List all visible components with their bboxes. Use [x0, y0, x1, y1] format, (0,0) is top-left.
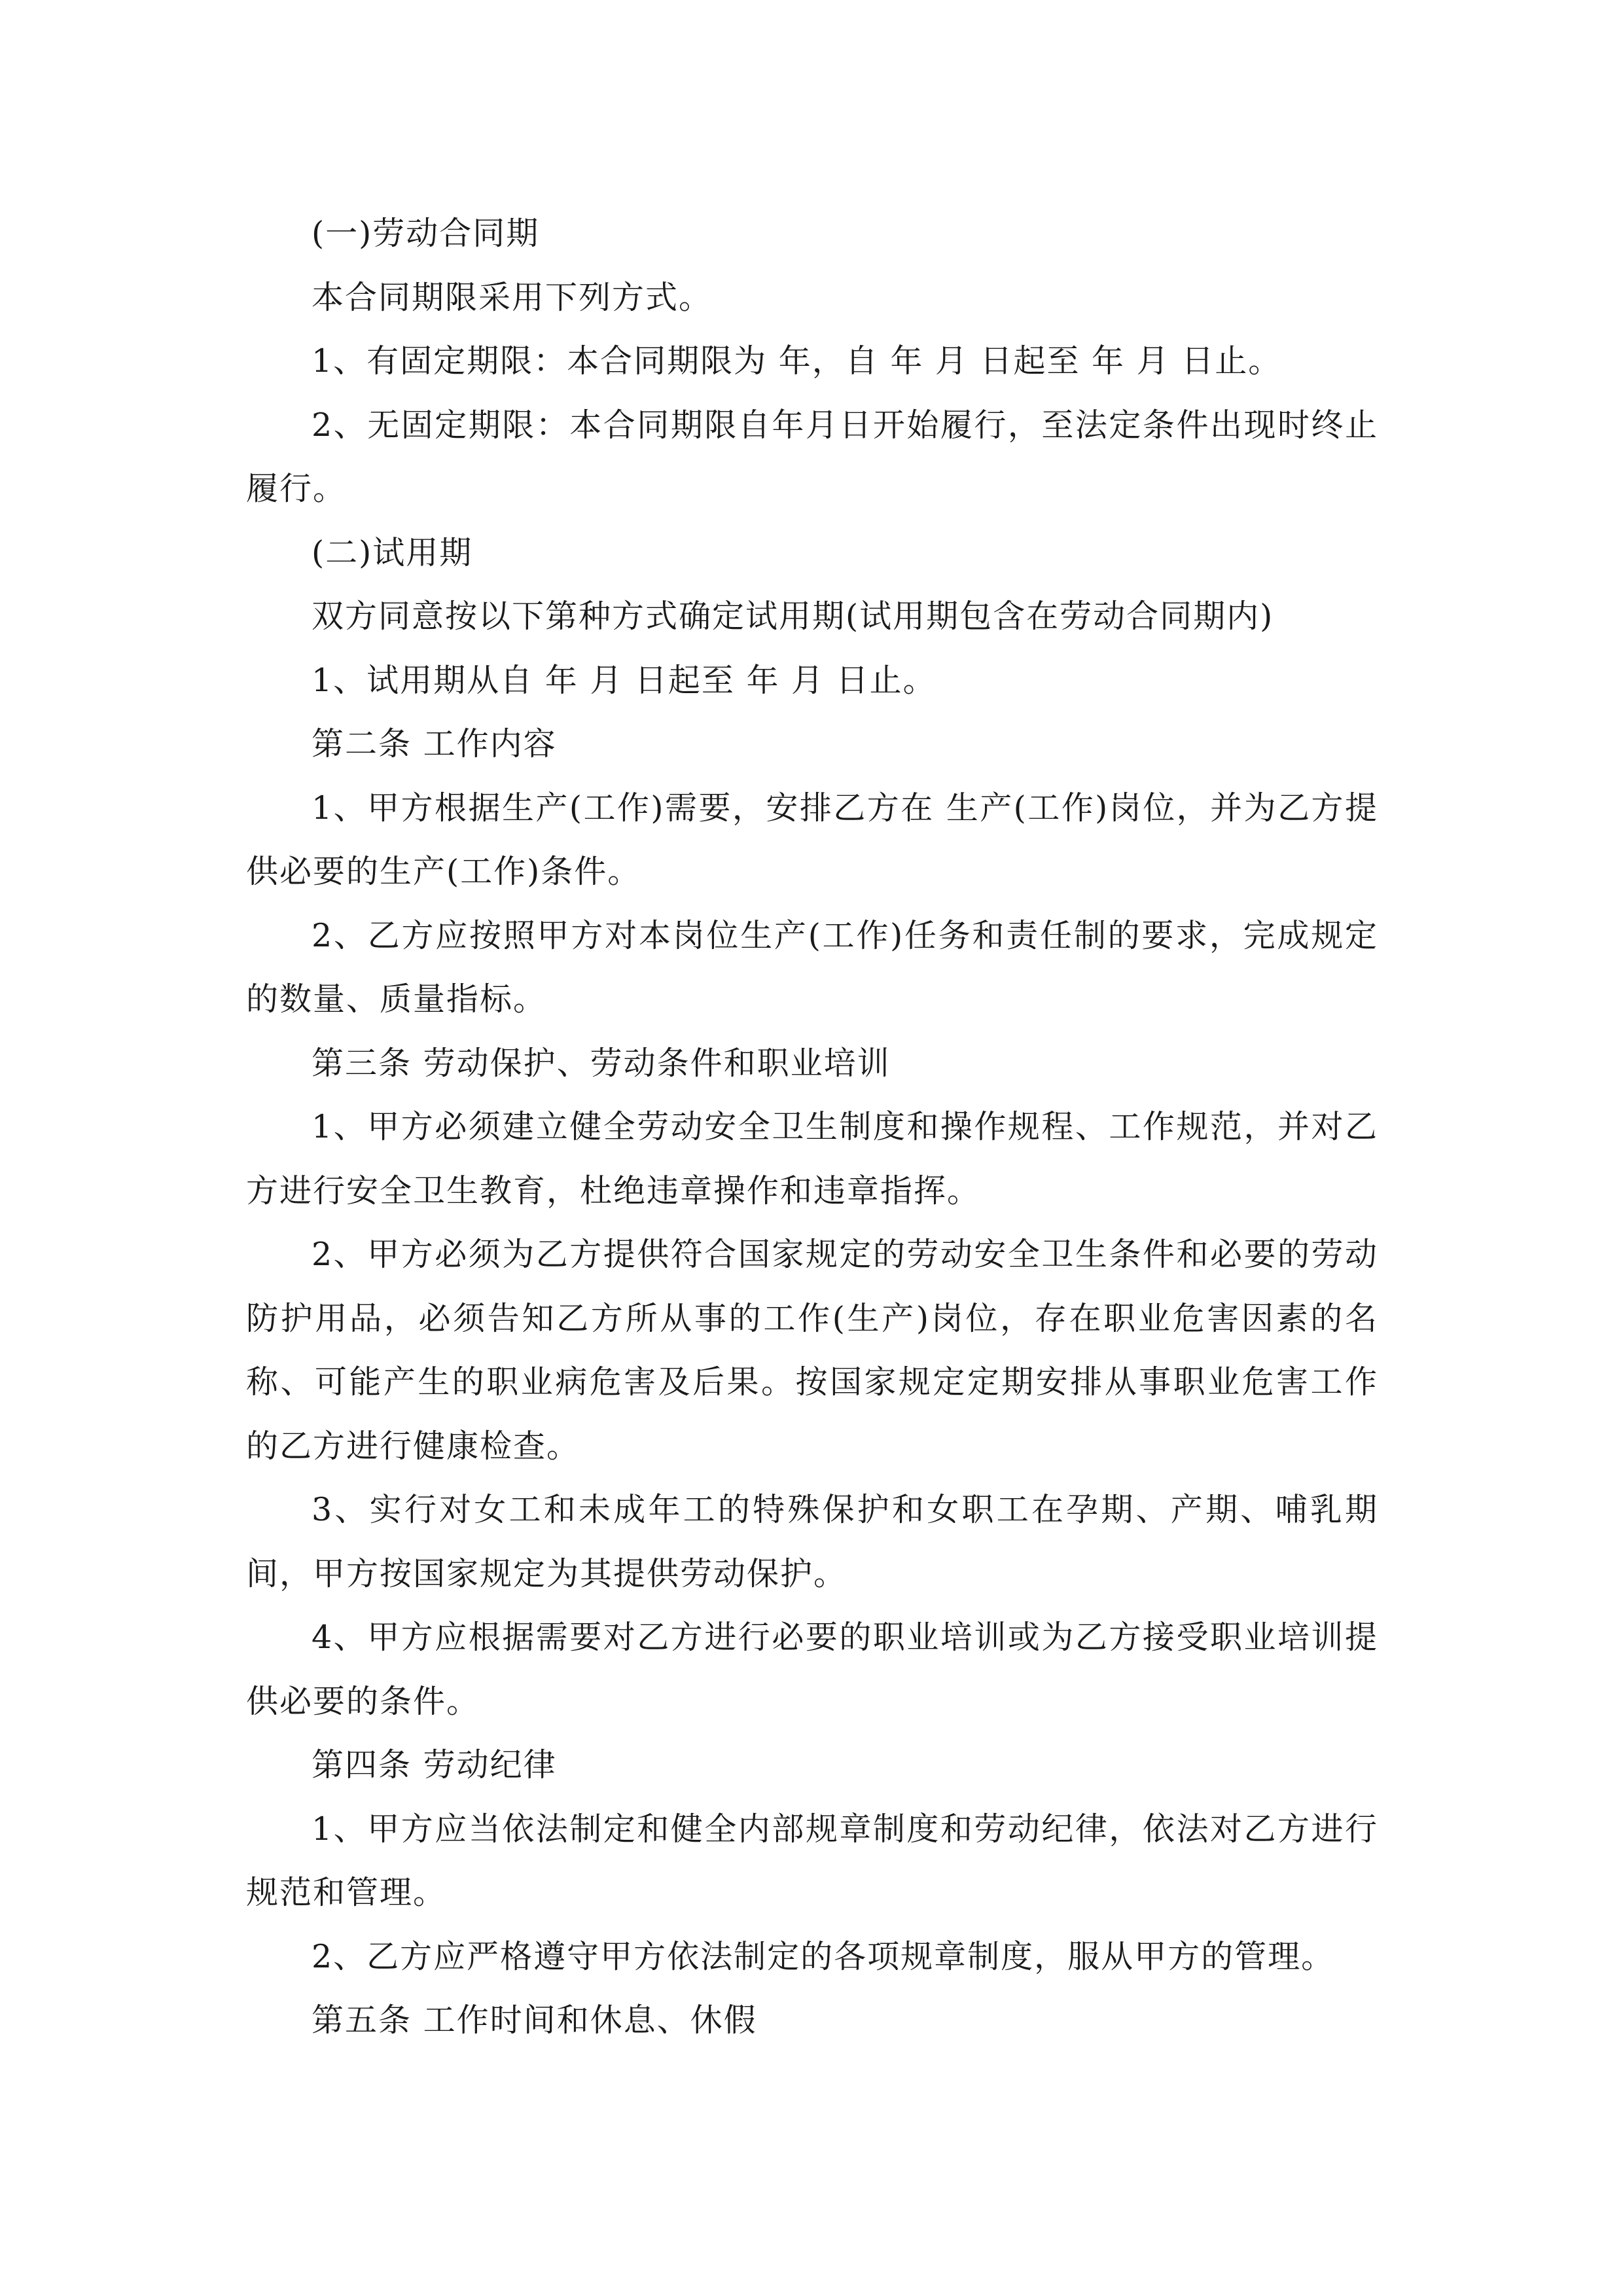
article-3-item-4: 4、甲方应根据需要对乙方进行必要的职业培训或为乙方接受职业培训提供必要的条件。: [246, 1619, 1378, 1720]
article-3-heading: 第三条 劳动保护、劳动条件和职业培训: [312, 1044, 891, 1082]
article-2-item-2: 2、乙方应按照甲方对本岗位生产(工作)任务和责任制的要求，完成规定的数量、质量指标。: [246, 916, 1378, 1018]
paragraph-term-intro: 本合同期限采用下列方式。: [312, 278, 713, 316]
contract-body: [246, 202, 1378, 2053]
paragraph-probation-intro: 双方同意按以下第种方式确定试用期(试用期包含在劳动合同期内): [312, 598, 1274, 635]
article-4-heading: 第四条 劳动纪律: [312, 1746, 557, 1784]
sub-heading-contract-term: (一)劳动合同期: [312, 215, 540, 252]
article-5-heading: 第五条 工作时间和休息、休假: [312, 2001, 757, 2039]
article-4-item-1: 1、甲方应当依法制定和健全内部规章制度和劳动纪律，依法对乙方进行规范和管理。: [246, 1810, 1378, 1911]
article-2-item-1: 1、甲方根据生产(工作)需要，安排乙方在 生产(工作)岗位，并为乙方提供必要的生产(工作)条件。: [246, 789, 1378, 890]
paragraph-fixed-term: 1、有固定期限：本合同期限为 年，自 年 月 日起至 年 月 日止。: [312, 342, 1282, 380]
article-3-item-1: 1、甲方必须建立健全劳动安全卫生制度和操作规程、工作规范，并对乙方进行安全卫生教育，杜绝违章操作和违章指挥。: [246, 1108, 1378, 1210]
paragraph-probation-term: 1、试用期从自 年 月 日起至 年 月 日止。: [312, 661, 936, 699]
article-2-heading: 第二条 工作内容: [312, 725, 557, 762]
article-3-item-3: 3、实行对女工和未成年工的特殊保护和女职工在孕期、产期、哺乳期间，甲方按国家规定为其提供劳动保护。: [246, 1491, 1378, 1592]
article-4-item-2: 2、乙方应严格遵守甲方依法制定的各项规章制度，服从甲方的管理。: [312, 1937, 1335, 1975]
sub-heading-probation: (二)试用期: [312, 533, 473, 571]
article-3-item-2: 2、甲方必须为乙方提供符合国家规定的劳动安全卫生条件和必要的劳动防护用品，必须告知乙方所从事的工作(生产)岗位，存在职业危害因素的名称、可能产生的职业病危害及后果。按国家规定定期安排从事职业危害工作的乙方进行健康检查。: [246, 1236, 1378, 1465]
paragraph-open-term: 2、无固定期限：本合同期限自年月日开始履行，至法定条件出现时终止履行。: [246, 406, 1378, 507]
